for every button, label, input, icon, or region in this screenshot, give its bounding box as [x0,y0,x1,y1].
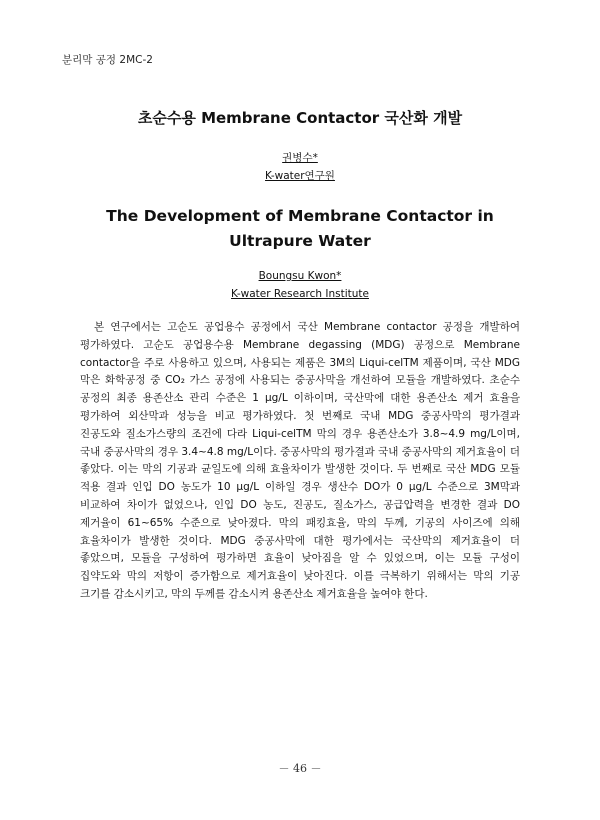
korean-author-affiliation: K-water연구원 [265,170,335,182]
english-author-name: Boungsu Kwon* [258,270,342,282]
page-number: － 46 － [278,762,322,775]
english-title: The Development of Membrane Contactor in Ultrapure Water [106,207,494,250]
abstract-body: 본 연구에서는 고순도 공업용수 공정에서 국산 Membrane contactor 공정을 개발하여 평가하였다. 고순도 공업용수용 Membrane degassing (MDG) 공정으로 Membrane contactor을 주로 사용하고 있으며, 사용되는 제품은 3M의 Liqui-celTM 제품이며, 국산 MDG 막은 화학공정 중 CO₂ 가스 공정에 사용되는 중공사막을 개선하여 모듈을 개발하였다. 초순수 공정의 최종 용존산소 관리 수준은 1 μg/L 이하이며, 국산막에 대한 용존산소 제거 효율을 평가하여 외산막과 성능을 비교 평가하였다. 첫 번째로 국내 MDG 중공사막의 평가결과 진공도와 질소가스량의 조건에 다라 Liqui-celTM 막의 경우 용존산소가 3.8~4.9 mg/L이며, 국내 중공사막의 경우 3.4~4.8 mg/L이다. 중공사막의 평가결과 국내 중공사막의 제거효율이 더 좋았다. 이는 막의 기공과 균일도에 의해 효율차이가 발생한 것이다. 두 번째로 국산 MDG 모듈 적용 결과 인입 DO 농도가 10 μg/L 이하일 경우 생산수 DO가 0 μg/L 수준으로 3M막과 비교하여 차이가 없었으나, 인입 DO 농도, 진공도, 질소가스, 공급압력을 변경한 결과 DO 제거율이 61~65% 수준으로 낮아졌다. 막의 패킹효율, 막의 두께, 기공의 사이즈에 의해 효율차이가 발생한 것이다. MDG 중공사막에 대한 평가에서는 국산막의 제거효율이 더 좋았으며, 모듈을 구성하여 평가하면 효율이 낮아짐을 알 수 있었으며, 이는 모듈 구성이 집약도와 막의 저항이 증가함으로 제거효율이 낮아진다. 이를 극복하기 위해서는 막의 기공 크기를 감소시키고, 막의 두께를 감소시켜 용존산소 제거효율을 높여야 한다. [80,321,520,600]
english-author-affiliation: K-water Research Institute [231,288,369,300]
section-header-label: 분리막 공정 2MC-2 [62,54,153,66]
korean-title: 초순수용 Membrane Contactor 국산화 개발 [137,109,463,127]
korean-author-name: 권병수* [282,152,318,164]
